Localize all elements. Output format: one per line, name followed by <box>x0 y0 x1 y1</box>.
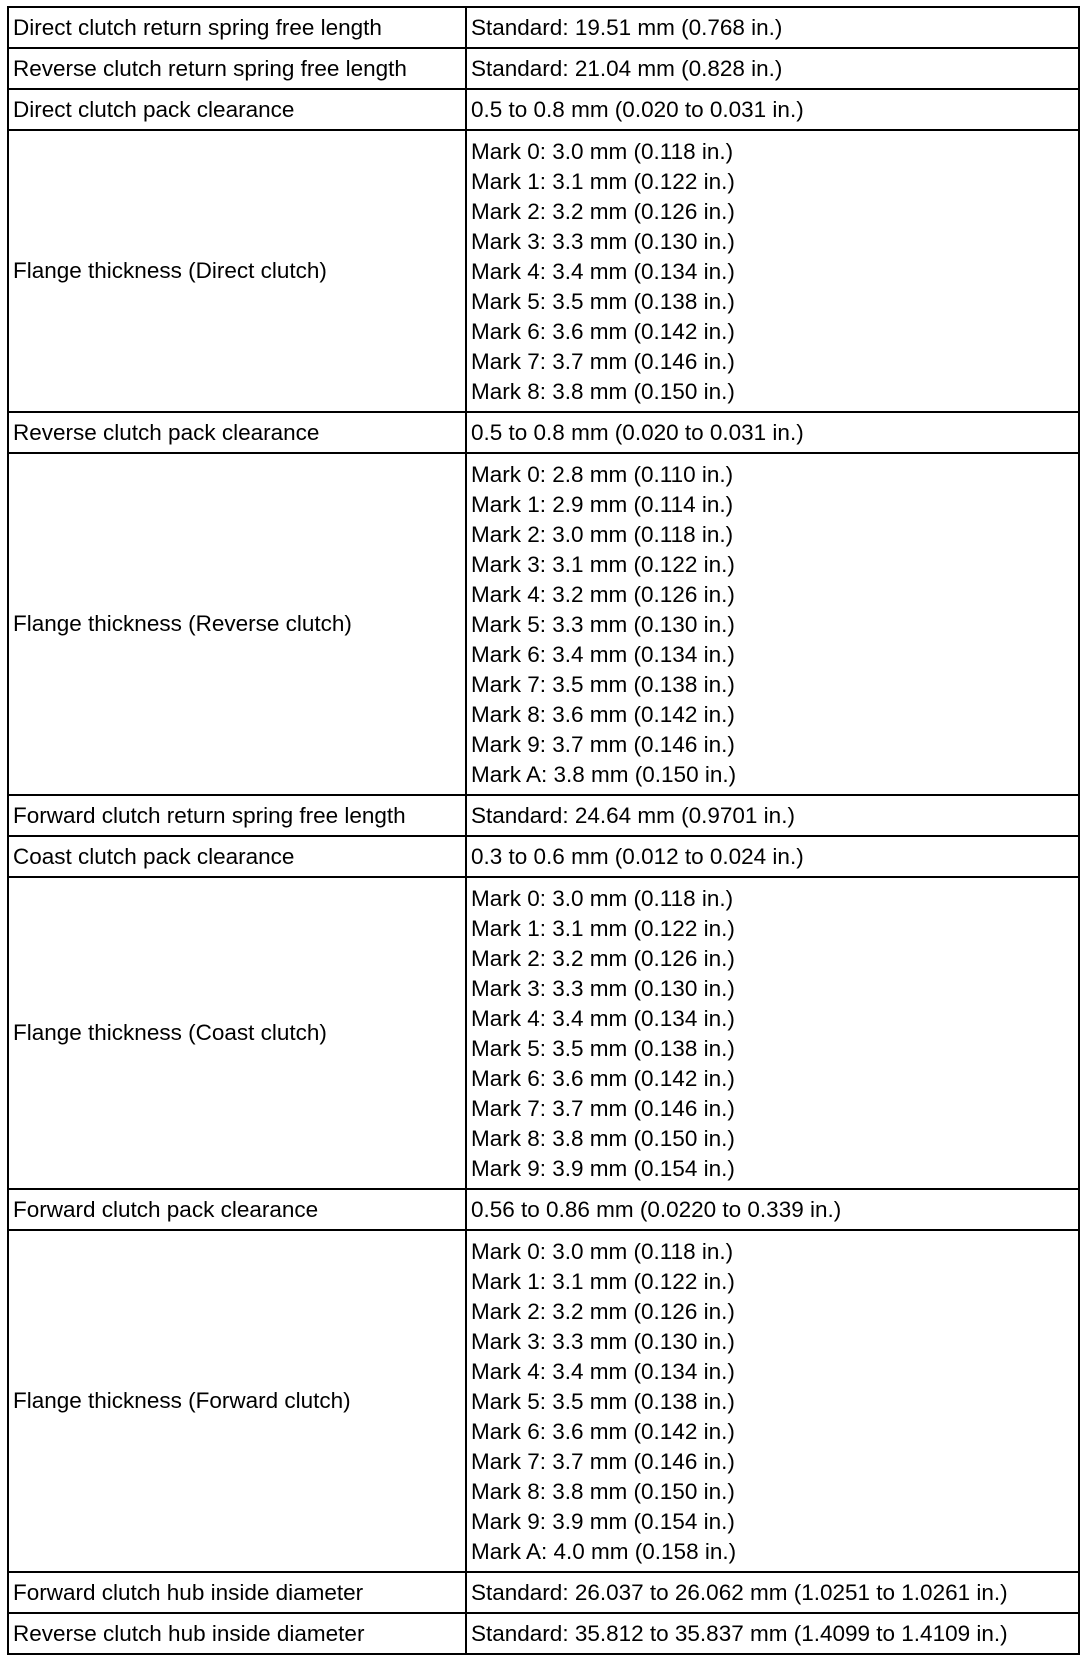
spec-value-line: Mark 3: 3.3 mm (0.130 in.) <box>471 976 735 1001</box>
spec-value-line: Mark 0: 3.0 mm (0.118 in.) <box>471 886 734 911</box>
spec-value-line: Mark 2: 3.0 mm (0.118 in.) <box>471 522 734 547</box>
spec-value-line: Mark 8: 3.6 mm (0.142 in.) <box>471 702 735 727</box>
spec-value-line: Standard: 26.037 to 26.062 mm (1.0251 to 1.0261 in.) <box>471 1579 1008 1605</box>
spec-row <box>8 1572 1079 1613</box>
spec-value-line: Mark 5: 3.5 mm (0.138 in.) <box>471 1389 735 1414</box>
spec-value-line: Mark 0: 3.0 mm (0.118 in.) <box>471 139 734 164</box>
spec-value-line: Mark 8: 3.8 mm (0.150 in.) <box>471 1479 735 1504</box>
spec-value-line: Mark 3: 3.3 mm (0.130 in.) <box>471 229 735 254</box>
spec-value-line: Mark 7: 3.7 mm (0.146 in.) <box>471 349 735 374</box>
spec-item-cell: Forward clutch hub inside diameter <box>8 1572 466 1613</box>
spec-value-line: Standard: 24.64 mm (0.9701 in.) <box>471 802 795 828</box>
spec-value-line: Mark 7: 3.7 mm (0.146 in.) <box>471 1096 735 1121</box>
spec-value-line: Standard: 35.812 to 35.837 mm (1.4099 to 1.4109 in.) <box>471 1620 1008 1646</box>
spec-value-line: Mark 7: 3.7 mm (0.146 in.) <box>471 1449 735 1474</box>
spec-value-line: Mark 5: 3.5 mm (0.138 in.) <box>471 1036 735 1061</box>
spec-row <box>8 130 1079 412</box>
spec-value-line: Standard: 21.04 mm (0.828 in.) <box>471 55 783 81</box>
spec-value-cell <box>466 412 1079 453</box>
spec-value-cell <box>466 89 1079 130</box>
spec-value-line: Mark 8: 3.8 mm (0.150 in.) <box>471 1126 735 1151</box>
spec-value-line: Mark 2: 3.2 mm (0.126 in.) <box>471 199 735 224</box>
spec-value-line: Mark 0: 3.0 mm (0.118 in.) <box>471 1239 734 1264</box>
spec-item-cell: Flange thickness (Forward clutch) <box>8 1230 466 1572</box>
spec-value-line: Mark 4: 3.4 mm (0.134 in.) <box>471 1359 735 1384</box>
spec-row <box>8 453 1079 795</box>
spec-value-cell <box>466 1613 1079 1654</box>
spec-row <box>8 1189 1079 1230</box>
spec-value-line: Mark 7: 3.5 mm (0.138 in.) <box>471 672 735 697</box>
spec-item-cell: Reverse clutch hub inside diameter <box>8 1613 466 1654</box>
spec-value-line: 0.56 to 0.86 mm (0.0220 to 0.339 in.) <box>471 1196 842 1222</box>
spec-item-cell: Reverse clutch return spring free length <box>8 48 466 89</box>
spec-value-cell <box>466 1572 1079 1613</box>
spec-item-cell: Flange thickness (Coast clutch) <box>8 877 466 1189</box>
spec-row <box>8 89 1079 130</box>
spec-value-line: Mark 8: 3.8 mm (0.150 in.) <box>471 379 735 404</box>
spec-value-line: Mark 2: 3.2 mm (0.126 in.) <box>471 1299 735 1324</box>
spec-item-cell: Flange thickness (Reverse clutch) <box>8 453 466 795</box>
spec-row <box>8 795 1079 836</box>
spec-value-line: Mark 5: 3.5 mm (0.138 in.) <box>471 289 735 314</box>
spec-item-cell: Forward clutch pack clearance <box>8 1189 466 1230</box>
spec-value-line: Mark 6: 3.6 mm (0.142 in.) <box>471 1419 735 1444</box>
spec-row <box>8 1230 1079 1572</box>
spec-value-cell <box>466 877 1079 1189</box>
spec-value-cell <box>466 795 1079 836</box>
specification-table <box>7 6 1080 1655</box>
spec-row <box>8 836 1079 877</box>
spec-value-line: 0.3 to 0.6 mm (0.012 to 0.024 in.) <box>471 843 804 869</box>
spec-value-line: Mark 3: 3.3 mm (0.130 in.) <box>471 1329 735 1354</box>
spec-value-line: Mark 4: 3.2 mm (0.126 in.) <box>471 582 735 607</box>
spec-value-line: Standard: 19.51 mm (0.768 in.) <box>471 14 783 40</box>
spec-row <box>8 1613 1079 1654</box>
spec-value-line: Mark 4: 3.4 mm (0.134 in.) <box>471 1006 735 1031</box>
spec-value-line: Mark 6: 3.4 mm (0.134 in.) <box>471 642 735 667</box>
spec-item-cell: Direct clutch return spring free length <box>8 7 466 48</box>
spec-row <box>8 877 1079 1189</box>
spec-item-cell: Forward clutch return spring free length <box>8 795 466 836</box>
spec-value-line: 0.5 to 0.8 mm (0.020 to 0.031 in.) <box>471 96 804 122</box>
spec-value-cell <box>466 836 1079 877</box>
spec-value-line: Mark 4: 3.4 mm (0.134 in.) <box>471 259 735 284</box>
spec-value-cell <box>466 130 1079 412</box>
spec-value-line: Mark 6: 3.6 mm (0.142 in.) <box>471 319 735 344</box>
spec-value-line: Mark 9: 3.9 mm (0.154 in.) <box>471 1509 735 1534</box>
spec-value-line: Mark 2: 3.2 mm (0.126 in.) <box>471 946 735 971</box>
spec-value-line: Mark 1: 3.1 mm (0.122 in.) <box>471 916 735 941</box>
spec-value-cell <box>466 48 1079 89</box>
spec-value-line: Mark 9: 3.7 mm (0.146 in.) <box>471 732 735 757</box>
spec-value-line: Mark 6: 3.6 mm (0.142 in.) <box>471 1066 735 1091</box>
spec-value-line: Mark 3: 3.1 mm (0.122 in.) <box>471 552 735 577</box>
spec-value-line: Mark 0: 2.8 mm (0.110 in.) <box>471 462 734 487</box>
spec-value-cell <box>466 1230 1079 1572</box>
specification-table-body <box>8 7 1079 1654</box>
spec-item-cell: Reverse clutch pack clearance <box>8 412 466 453</box>
spec-value-line: 0.5 to 0.8 mm (0.020 to 0.031 in.) <box>471 419 804 445</box>
spec-value-cell <box>466 7 1079 48</box>
spec-row <box>8 48 1079 89</box>
spec-item-cell: Coast clutch pack clearance <box>8 836 466 877</box>
spec-value-line: Mark 1: 3.1 mm (0.122 in.) <box>471 169 735 194</box>
spec-value-line: Mark 1: 3.1 mm (0.122 in.) <box>471 1269 735 1294</box>
spec-value-line: Mark A: 3.8 mm (0.150 in.) <box>471 762 737 787</box>
spec-value-cell <box>466 1189 1079 1230</box>
spec-row <box>8 7 1079 48</box>
spec-item-cell: Flange thickness (Direct clutch) <box>8 130 466 412</box>
spec-value-cell <box>466 453 1079 795</box>
spec-row <box>8 412 1079 453</box>
spec-value-line: Mark 5: 3.3 mm (0.130 in.) <box>471 612 735 637</box>
spec-item-cell: Direct clutch pack clearance <box>8 89 466 130</box>
spec-value-line: Mark A: 4.0 mm (0.158 in.) <box>471 1539 737 1564</box>
spec-value-line: Mark 9: 3.9 mm (0.154 in.) <box>471 1156 735 1181</box>
spec-value-line: Mark 1: 2.9 mm (0.114 in.) <box>471 492 734 517</box>
